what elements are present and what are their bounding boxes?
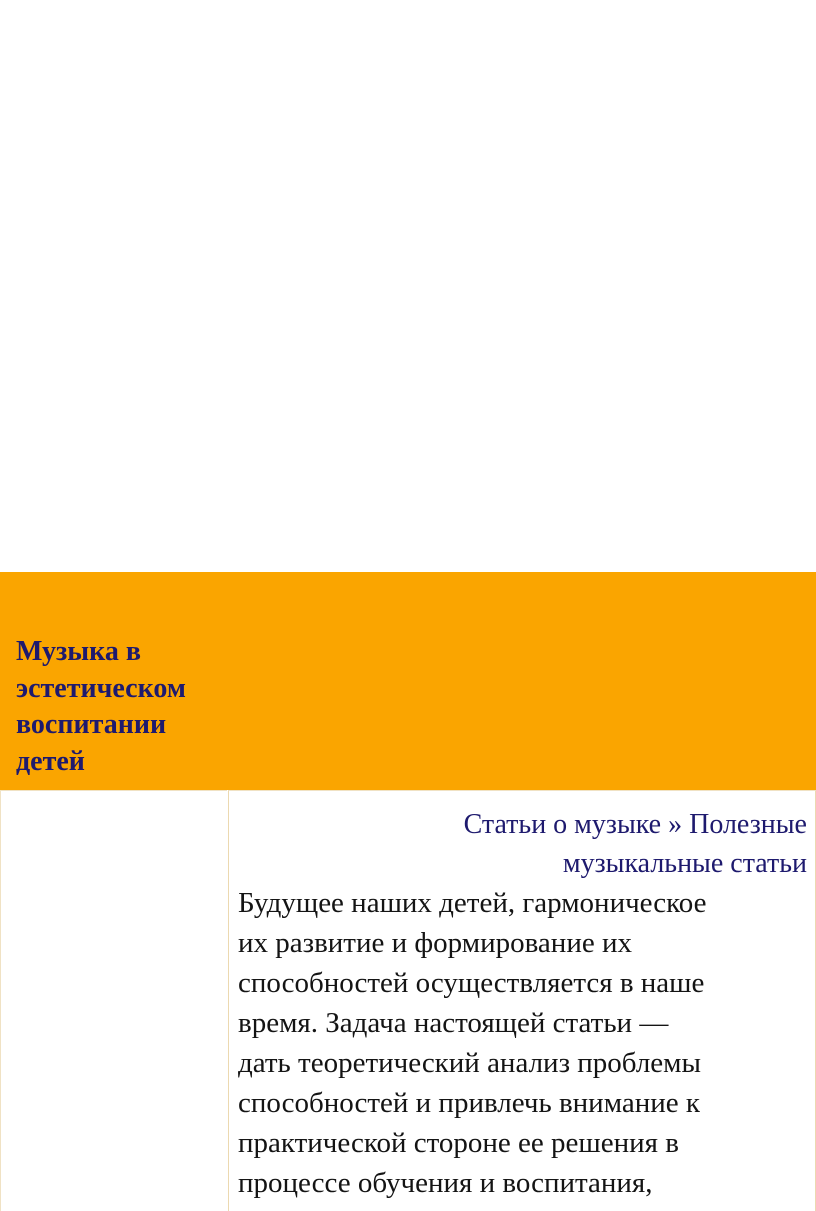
left-column-cell	[0, 790, 227, 1211]
breadcrumb	[347, 805, 807, 883]
breadcrumb-link-useful-articles[interactable]: Полезные музыкальные статьи	[562, 809, 807, 879]
article-body: Будущее наших детей, гармоническое их развитие и формирование их способностей осуществляется в наше время. Задача настоящей статьи — дать теоретический анализ проблемы способностей и привлечь внимание к практической стороне ее решения в процессе обучения и воспитания,	[238, 887, 707, 1199]
breadcrumb-link-articles[interactable]: Статьи о музыке	[463, 809, 662, 840]
page-title: Музыка в эстетическом воспитании детей	[16, 636, 186, 777]
content-table	[0, 790, 816, 1211]
breadcrumb-separator: »	[668, 809, 683, 840]
article-cell	[228, 790, 816, 1211]
